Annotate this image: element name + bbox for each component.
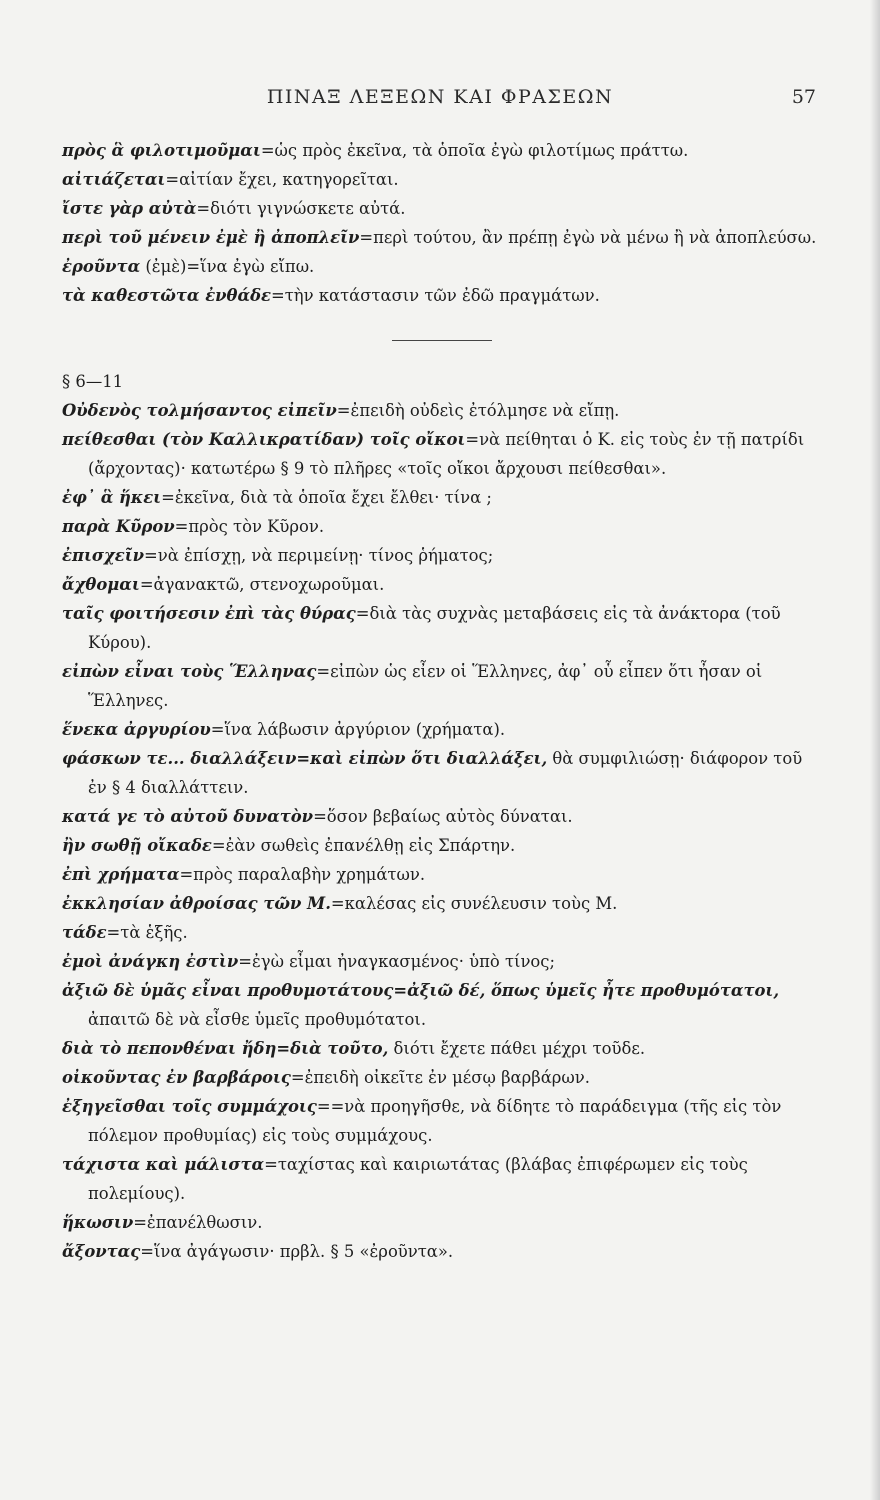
entry-term: ἕνεκα ἀργυρίου: [62, 720, 211, 739]
entry-term: αἰτιάζεται: [62, 170, 166, 189]
glossary-entry: [62, 657, 822, 715]
entry-term: ἥκωσιν: [62, 1213, 134, 1232]
glossary-block-2: [62, 396, 822, 1266]
glossary-entry: [62, 831, 822, 860]
glossary-entry: [62, 223, 822, 252]
entry-term: ἐξηγεῖσθαι τοῖς συμμάχοις: [62, 1097, 317, 1116]
entry-gloss: =ἐὰν σωθεὶς ἐπανέλθῃ εἰς Σπάρτην.: [211, 836, 516, 855]
entry-gloss: =ἐκεῖνα, διὰ τὰ ὁποῖα ἔχει ἔλθει· τίνα ;: [161, 488, 492, 507]
glossary-entry: [62, 1237, 822, 1266]
entry-term: Οὐδενὸς τολμήσαντος εἰπεῖν: [62, 401, 337, 420]
entry-gloss: =ἐπειδὴ οἰκεῖτε ἐν μέσῳ βαρβάρων.: [290, 1068, 590, 1087]
glossary-entry: [62, 1208, 822, 1237]
entry-gloss: =αἰτίαν ἔχει, κατηγορεῖται.: [165, 170, 399, 189]
glossary-entry: [62, 136, 822, 165]
entry-gloss: =ἐπειδὴ οὐδεὶς ἐτόλμησε νὰ εἴπῃ.: [336, 401, 620, 420]
glossary-entry: [62, 512, 822, 541]
entry-gloss: =τὰ ἑξῆς.: [106, 923, 188, 942]
glossary-entry: [62, 194, 822, 223]
glossary-entry: [62, 396, 822, 425]
entry-gloss: =ὅσον βεβαίως αὐτὸς δύναται.: [313, 807, 573, 826]
glossary-entry: [62, 252, 822, 281]
glossary-entry: [62, 918, 822, 947]
entry-gloss: =τὴν κατάστασιν τῶν ἐδῶ πραγμάτων.: [271, 286, 600, 305]
entry-gloss: =περὶ τούτου, ἂν πρέπῃ ἐγὼ νὰ μένω ἢ νὰ ἀποπλεύσω.: [359, 228, 817, 247]
entry-gloss: =εἰπὼν ὡς εἶεν οἱ Ἕλληνες, ἀφ᾽ οὗ εἶπεν ὅτι ἦσαν οἱ Ἕλληνες.: [88, 662, 763, 710]
entry-term: παρὰ Κῦρον: [62, 517, 175, 536]
entry-term: τάδε: [62, 923, 107, 942]
running-title: ΠΙΝΑΞ ΛΕΞΕΩΝ ΚΑΙ ΦΡΑΣΕΩΝ: [266, 86, 614, 108]
entry-gloss: =πρὸς τὸν Κῦρον.: [174, 517, 325, 536]
glossary-entry: [62, 860, 822, 889]
glossary-block-1: [62, 136, 822, 310]
glossary-entry: [62, 715, 822, 744]
entry-term: ἄχθομαι: [62, 575, 140, 594]
glossary-entry: [62, 570, 822, 599]
entry-gloss: =ἀγανακτῶ, στενοχωροῦμαι.: [139, 575, 385, 594]
entry-term: ταῖς φοιτήσεσιν ἐπὶ τὰς θύρας: [62, 604, 356, 623]
entry-term: ἴστε γὰρ αὐτὰ: [62, 199, 197, 218]
entry-term: ἄξοντας: [62, 1242, 141, 1261]
glossary-body: [62, 136, 822, 1266]
entry-gloss: =ταχίστας καὶ καιριωτάτας (βλάβας ἐπιφέρωμεν εἰς τοὺς πολεμίους).: [88, 1155, 748, 1203]
entry-term: διὰ τὸ πεπονθέναι ἤδη=διὰ τοῦτο,: [62, 1039, 389, 1058]
glossary-entry: [62, 976, 822, 1034]
entry-gloss: =καλέσας εἰς συνέλευσιν τοὺς Μ.: [330, 894, 618, 913]
glossary-entry: [62, 281, 822, 310]
entry-gloss: =διότι γιγνώσκετε αὐτά.: [196, 199, 406, 218]
entry-gloss: θὰ συμφιλιώσῃ· διάφορον τοῦ ἐν § 4 διαλλάττειν.: [88, 749, 803, 797]
entry-term: οἰκοῦντας ἐν βαρβάροις: [62, 1068, 291, 1087]
entry-term: ἐφ᾽ ἃ ἥκει: [62, 488, 162, 507]
section-heading: § 6—11: [62, 372, 124, 391]
page-number: 57: [791, 86, 816, 108]
glossary-entry: [62, 947, 822, 976]
entry-term: ἢν σωθῇ οἴκαδε: [62, 836, 212, 855]
glossary-entry: [62, 1063, 822, 1092]
entry-gloss: =πρὸς παραλαβὴν χρημάτων.: [179, 865, 426, 884]
glossary-entry: [62, 1092, 822, 1150]
glossary-entry: [62, 425, 822, 483]
entry-gloss: =ὡς πρὸς ἐκεῖνα, τὰ ὁποῖα ἐγὼ φιλοτίμως πράττω.: [260, 141, 689, 160]
glossary-entry: [62, 1150, 822, 1208]
glossary-entry: [62, 483, 822, 512]
entry-term: εἰπὼν εἶναι τοὺς Ἕλληνας: [62, 662, 317, 681]
glossary-entry: [62, 541, 822, 570]
entry-term: κατά γε τὸ αὐτοῦ δυνατὸν: [62, 807, 314, 826]
glossary-entry: [62, 744, 822, 802]
entry-gloss: διότι ἔχετε πάθει μέχρι τοῦδε.: [388, 1039, 646, 1058]
entry-term: πείθεσθαι (τὸν Καλλικρατίδαν) τοῖς οἴκοι: [62, 430, 466, 449]
glossary-entry: [62, 599, 822, 657]
entry-term: ἐκκλησίαν ἀθροίσας τῶν Μ.: [62, 894, 331, 913]
entry-gloss: ἀπαιτῶ δὲ νὰ εἶσθε ὑμεῖς προθυμότατοι.: [88, 1010, 427, 1029]
glossary-entry: [62, 165, 822, 194]
entry-term: τάχιστα καὶ μάλιστα: [62, 1155, 265, 1174]
entry-gloss: =νὰ ἐπίσχῃ, νὰ περιμείνῃ· τίνος ῥήματος;: [144, 546, 494, 565]
glossary-entry: [62, 1034, 822, 1063]
entry-gloss: ==νὰ προηγῆσθε, νὰ δίδητε τὸ παράδειγμα (τῆς εἰς τὸν πόλεμον προθυμίας) εἰς τοὺς συμμάχους.: [88, 1097, 782, 1145]
entry-gloss: =ἐπανέλθωσιν.: [133, 1213, 263, 1232]
entry-term: πρὸς ἃ φιλοτιμοῦμαι: [62, 141, 261, 160]
glossary-entry: [62, 802, 822, 831]
entry-gloss: =ἵνα ἀγάγωσιν· πρβλ. § 5 «ἐροῦντα».: [140, 1242, 454, 1261]
entry-term: περὶ τοῦ μένειν ἐμὲ ἢ ἀποπλεῖν: [62, 228, 360, 247]
entry-term: ἐπισχεῖν: [62, 546, 145, 565]
entry-term: ἐπὶ χρήματα: [62, 865, 180, 884]
section-divider: [392, 340, 492, 341]
entry-gloss: =ἐγὼ εἶμαι ἠναγκασμένος· ὑπὸ τίνος;: [238, 952, 555, 971]
entry-gloss: =διὰ τὰς συχνὰς μεταβάσεις εἰς τὰ ἀνάκτορα (τοῦ Κύρου).: [88, 604, 781, 652]
entry-gloss: =νὰ πείθηται ὁ Κ. εἰς τοὺς ἐν τῇ πατρίδι (ἄρχοντας)· κατωτέρω § 9 τὸ πλῆρες «τοῖς οἴκοι ἄρχουσι πείθεσθαι».: [88, 430, 805, 478]
entry-term: ἐροῦντα: [62, 257, 141, 276]
entry-term: φάσκων τε... διαλλάξειν=καὶ εἰπὼν ὅτι διαλλάξει,: [62, 749, 548, 768]
entry-term: ἐμοὶ ἀνάγκη ἐστὶν: [62, 952, 239, 971]
entry-gloss: (ἐμὲ)=ἵνα ἐγὼ εἴπω.: [140, 257, 315, 276]
entry-term: ἀξιῶ δὲ ὑμᾶς εἶναι προθυμοτάτους=ἀξιῶ δέ, ὅπως ὑμεῖς ἦτε προθυμότατοι,: [62, 981, 780, 1000]
glossary-entry: [62, 889, 822, 918]
entry-term: τὰ καθεστῶτα ἐνθάδε: [62, 286, 271, 305]
entry-gloss: =ἵνα λάβωσιν ἀργύριον (χρήματα).: [210, 720, 506, 739]
running-head: [0, 86, 880, 114]
